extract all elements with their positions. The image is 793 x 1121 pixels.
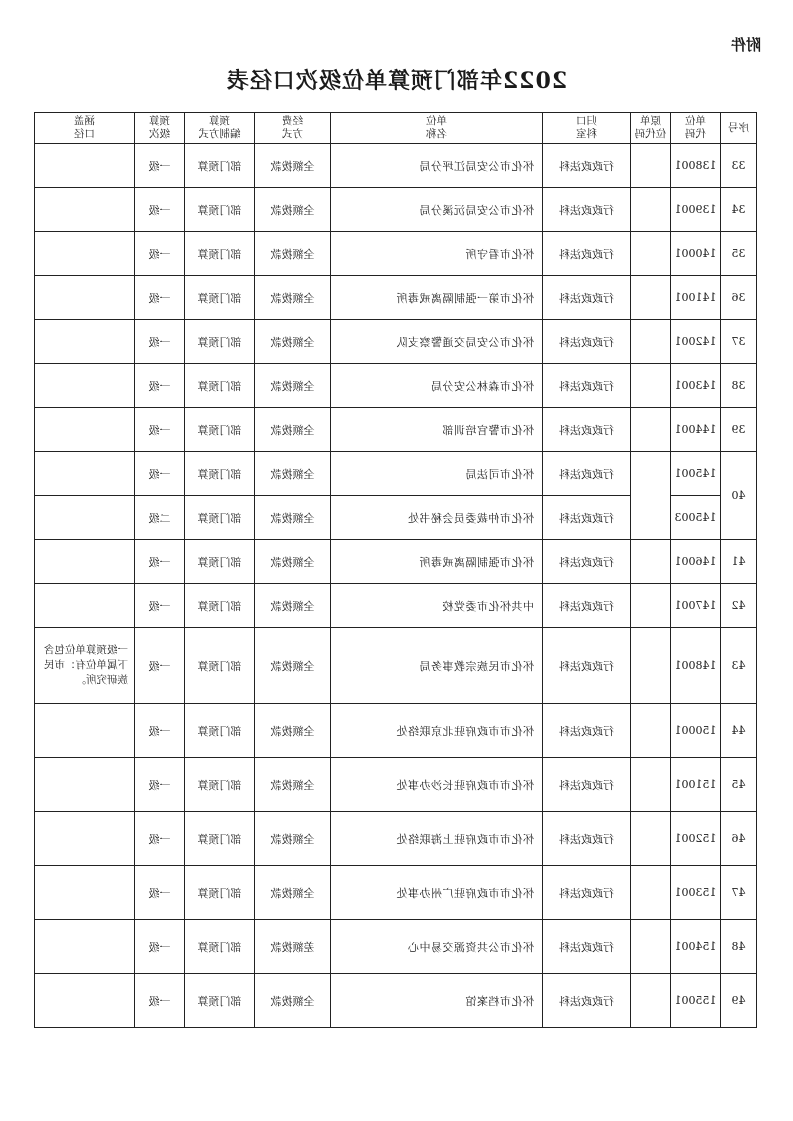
scope-cell <box>35 866 135 920</box>
code-cell: 141001 <box>671 276 721 320</box>
orig-code-cell <box>631 276 671 320</box>
table-row <box>35 408 757 452</box>
dept-cell: 行政政法科 <box>543 920 631 974</box>
unit-name-cell: 怀化市仲裁委员会秘书处 <box>331 496 543 540</box>
dept-cell: 行政政法科 <box>543 320 631 364</box>
code-cell: 153001 <box>671 866 721 920</box>
unit-name-cell: 怀化市看守所 <box>331 232 543 276</box>
dept-cell: 行政政法科 <box>543 584 631 628</box>
seq-cell: 48 <box>721 920 757 974</box>
method-cell: 部门预算 <box>185 496 255 540</box>
unit-name-cell: 怀化市档案馆 <box>331 974 543 1028</box>
level-cell: 一级 <box>135 704 185 758</box>
table-row <box>35 584 757 628</box>
unit-name-cell: 怀化市民族宗教事务局 <box>331 628 543 704</box>
orig-code-cell <box>631 144 671 188</box>
funding-cell: 全额拨款 <box>255 276 331 320</box>
scope-cell <box>35 408 135 452</box>
method-cell: 部门预算 <box>185 866 255 920</box>
seq-cell: 42 <box>721 584 757 628</box>
unit-name-cell: 怀化市强制隔离戒毒所 <box>331 540 543 584</box>
scope-cell <box>35 364 135 408</box>
level-cell: 一级 <box>135 144 185 188</box>
level-cell: 一级 <box>135 758 185 812</box>
scope-cell <box>35 188 135 232</box>
scope-cell <box>35 320 135 364</box>
orig-code-cell <box>631 866 671 920</box>
code-cell: 147001 <box>671 584 721 628</box>
budget-unit-table <box>34 112 757 1028</box>
seq-cell: 46 <box>721 812 757 866</box>
unit-name-cell: 怀化市公安局交通警察支队 <box>331 320 543 364</box>
orig-code-cell <box>631 920 671 974</box>
table-row <box>35 144 757 188</box>
code-cell: 148001 <box>671 628 721 704</box>
table-row <box>35 188 757 232</box>
funding-cell: 全额拨款 <box>255 812 331 866</box>
funding-cell: 全额拨款 <box>255 974 331 1028</box>
table-row <box>35 974 757 1028</box>
method-cell: 部门预算 <box>185 452 255 496</box>
scope-cell <box>35 232 135 276</box>
orig-code-cell <box>631 812 671 866</box>
dept-cell: 行政政法科 <box>543 408 631 452</box>
seq-cell: 45 <box>721 758 757 812</box>
header-unit-name: 单位 名称 <box>331 113 543 144</box>
dept-cell: 行政政法科 <box>543 144 631 188</box>
scope-cell <box>35 144 135 188</box>
code-cell: 144001 <box>671 408 721 452</box>
seq-cell: 41 <box>721 540 757 584</box>
code-cell: 145001 <box>671 452 721 496</box>
funding-cell: 全额拨款 <box>255 364 331 408</box>
method-cell: 部门预算 <box>185 628 255 704</box>
code-cell: 151001 <box>671 758 721 812</box>
scope-cell: 一级预算单位包含下属单位有：市民族研究所。 <box>35 628 135 704</box>
table-row <box>35 704 757 758</box>
level-cell: 一级 <box>135 320 185 364</box>
method-cell: 部门预算 <box>185 408 255 452</box>
table-row <box>35 920 757 974</box>
header-seq: 序号 <box>721 113 757 144</box>
dept-cell: 行政政法科 <box>543 866 631 920</box>
funding-cell: 全额拨款 <box>255 628 331 704</box>
level-cell: 二级 <box>135 496 185 540</box>
table-row <box>35 276 757 320</box>
level-cell: 一级 <box>135 188 185 232</box>
seq-cell: 37 <box>721 320 757 364</box>
scope-cell <box>35 540 135 584</box>
level-cell: 一级 <box>135 812 185 866</box>
method-cell: 部门预算 <box>185 974 255 1028</box>
code-cell: 152001 <box>671 812 721 866</box>
header-row <box>35 113 757 144</box>
orig-code-cell <box>631 364 671 408</box>
funding-cell: 全额拨款 <box>255 232 331 276</box>
table-row <box>35 452 757 496</box>
funding-cell: 全额拨款 <box>255 144 331 188</box>
scope-cell <box>35 758 135 812</box>
code-cell: 155001 <box>671 974 721 1028</box>
dept-cell: 行政政法科 <box>543 452 631 496</box>
unit-name-cell: 怀化市市政府驻北京联络处 <box>331 704 543 758</box>
seq-cell: 49 <box>721 974 757 1028</box>
funding-cell: 差额拨款 <box>255 920 331 974</box>
scope-cell <box>35 974 135 1028</box>
method-cell: 部门预算 <box>185 758 255 812</box>
dept-cell: 行政政法科 <box>543 758 631 812</box>
seq-cell: 47 <box>721 866 757 920</box>
scope-cell <box>35 496 135 540</box>
funding-cell: 全额拨款 <box>255 758 331 812</box>
funding-cell: 全额拨款 <box>255 408 331 452</box>
funding-cell: 全额拨款 <box>255 320 331 364</box>
unit-name-cell: 怀化市市政府驻上海联络处 <box>331 812 543 866</box>
header-orig-code: 原单 位代码 <box>631 113 671 144</box>
code-cell: 139001 <box>671 188 721 232</box>
dept-cell: 行政政法科 <box>543 364 631 408</box>
dept-cell: 行政政法科 <box>543 276 631 320</box>
unit-name-cell: 怀化市公共资源交易中心 <box>331 920 543 974</box>
unit-name-cell: 怀化市第一强制隔离戒毒所 <box>331 276 543 320</box>
funding-cell: 全额拨款 <box>255 540 331 584</box>
scope-cell <box>35 704 135 758</box>
method-cell: 部门预算 <box>185 920 255 974</box>
orig-code-cell <box>631 704 671 758</box>
orig-code-cell <box>631 540 671 584</box>
level-cell: 一级 <box>135 232 185 276</box>
seq-cell: 39 <box>721 408 757 452</box>
seq-cell: 34 <box>721 188 757 232</box>
dept-cell: 行政政法科 <box>543 704 631 758</box>
code-cell: 145003 <box>671 496 721 540</box>
orig-code-cell <box>631 628 671 704</box>
level-cell: 一级 <box>135 584 185 628</box>
table-row <box>35 812 757 866</box>
dept-cell: 行政政法科 <box>543 812 631 866</box>
method-cell: 部门预算 <box>185 232 255 276</box>
method-cell: 部门预算 <box>185 812 255 866</box>
method-cell: 部门预算 <box>185 188 255 232</box>
funding-cell: 全额拨款 <box>255 866 331 920</box>
seq-cell: 33 <box>721 144 757 188</box>
scope-cell <box>35 452 135 496</box>
seq-cell: 35 <box>721 232 757 276</box>
funding-cell: 全额拨款 <box>255 584 331 628</box>
unit-name-cell: 怀化市森林公安分局 <box>331 364 543 408</box>
orig-code-cell <box>631 974 671 1028</box>
level-cell: 一级 <box>135 628 185 704</box>
funding-cell: 全额拨款 <box>255 496 331 540</box>
scope-cell <box>35 920 135 974</box>
scope-cell <box>35 812 135 866</box>
dept-cell: 行政政法科 <box>543 496 631 540</box>
header-funding: 经费 方式 <box>255 113 331 144</box>
table-row <box>35 232 757 276</box>
code-cell: 143001 <box>671 364 721 408</box>
method-cell: 部门预算 <box>185 364 255 408</box>
unit-name-cell: 怀化市司法局 <box>331 452 543 496</box>
funding-cell: 全额拨款 <box>255 704 331 758</box>
unit-name-cell: 怀化市公安局江坪分局 <box>331 144 543 188</box>
table-row <box>35 758 757 812</box>
code-cell: 138001 <box>671 144 721 188</box>
header-code: 单位 代码 <box>671 113 721 144</box>
unit-name-cell: 怀化市警官培训部 <box>331 408 543 452</box>
table-row <box>35 364 757 408</box>
seq-cell: 36 <box>721 276 757 320</box>
header-level: 预算 级次 <box>135 113 185 144</box>
attachment-label: 附件 <box>730 36 761 54</box>
unit-name-cell: 怀化市市政府驻长沙办事处 <box>331 758 543 812</box>
code-cell: 146001 <box>671 540 721 584</box>
header-scope: 涵盖 口径 <box>35 113 135 144</box>
orig-code-cell <box>631 188 671 232</box>
table-row <box>35 320 757 364</box>
table-row <box>35 866 757 920</box>
orig-code-cell <box>631 232 671 276</box>
method-cell: 部门预算 <box>185 540 255 584</box>
funding-cell: 全额拨款 <box>255 188 331 232</box>
orig-code-cell <box>631 320 671 364</box>
table-row <box>35 540 757 584</box>
level-cell: 一级 <box>135 920 185 974</box>
method-cell: 部门预算 <box>185 704 255 758</box>
seq-cell: 38 <box>721 364 757 408</box>
unit-name-cell: 中共怀化市委党校 <box>331 584 543 628</box>
level-cell: 一级 <box>135 540 185 584</box>
orig-code-cell <box>631 408 671 452</box>
orig-code-cell <box>631 758 671 812</box>
seq-cell: 44 <box>721 704 757 758</box>
level-cell: 一级 <box>135 974 185 1028</box>
dept-cell: 行政政法科 <box>543 232 631 276</box>
code-cell: 150001 <box>671 704 721 758</box>
method-cell: 部门预算 <box>185 320 255 364</box>
code-cell: 154001 <box>671 920 721 974</box>
level-cell: 一级 <box>135 866 185 920</box>
unit-name-cell: 怀化市市政府驻广州办事处 <box>331 866 543 920</box>
seq-cell: 43 <box>721 628 757 704</box>
code-cell: 142001 <box>671 320 721 364</box>
level-cell: 一级 <box>135 408 185 452</box>
method-cell: 部门预算 <box>185 144 255 188</box>
level-cell: 一级 <box>135 452 185 496</box>
scope-cell <box>35 276 135 320</box>
code-cell: 140001 <box>671 232 721 276</box>
page-title: 2022年部门预算单位级次口径表 <box>225 68 568 94</box>
header-method: 预算 编制方式 <box>185 113 255 144</box>
dept-cell: 行政政法科 <box>543 188 631 232</box>
dept-cell: 行政政法科 <box>543 974 631 1028</box>
orig-code-cell <box>631 584 671 628</box>
level-cell: 一级 <box>135 276 185 320</box>
method-cell: 部门预算 <box>185 584 255 628</box>
dept-cell: 行政政法科 <box>543 540 631 584</box>
seq-cell: 40 <box>721 452 757 540</box>
funding-cell: 全额拨款 <box>255 452 331 496</box>
method-cell: 部门预算 <box>185 276 255 320</box>
table-row <box>35 628 757 704</box>
scope-cell <box>35 584 135 628</box>
orig-code-cell <box>631 452 671 540</box>
dept-cell: 行政政法科 <box>543 628 631 704</box>
header-dept: 归口 科室 <box>543 113 631 144</box>
level-cell: 一级 <box>135 364 185 408</box>
unit-name-cell: 怀化市公安局沅溪分局 <box>331 188 543 232</box>
